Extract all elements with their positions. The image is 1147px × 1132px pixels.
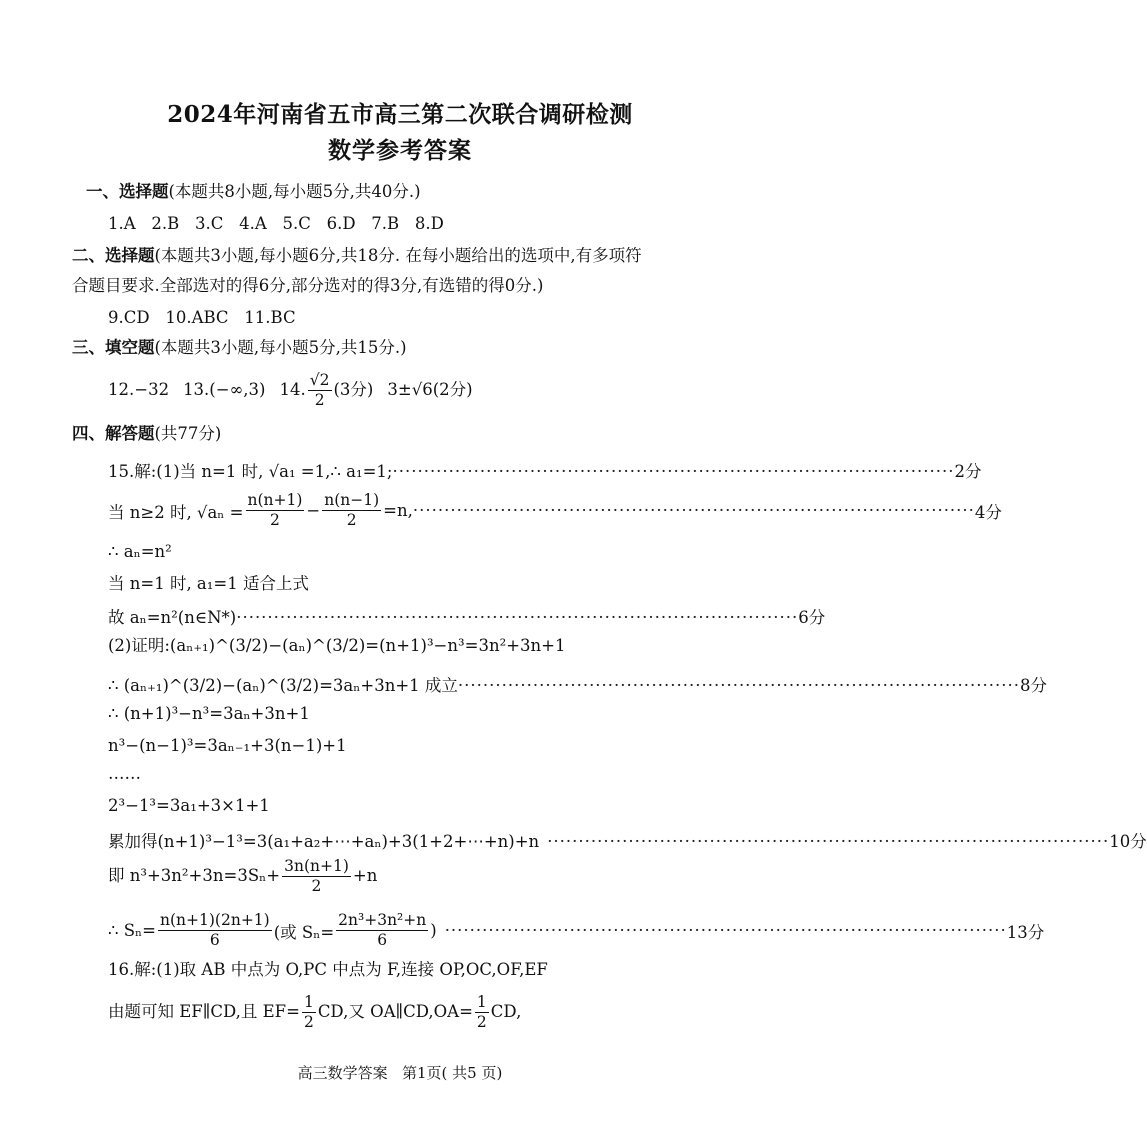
solution-text-12: 累加得(n+1)³−1³=3(a₁+a₂+⋯+aₙ)+3(1+2+⋯+n)+n: [108, 832, 540, 851]
fraction-16b: [475, 994, 489, 1031]
section3-heading-line: [72, 340, 407, 357]
fraction-2a-den: 2: [270, 511, 280, 530]
solution-text-13-pre: 即 n³+3n²+3n=3Sₙ+: [108, 866, 281, 886]
section2-heading: 二、选择题: [72, 246, 155, 265]
section2-answers: 9.CD 10.ABC 11.BC: [108, 308, 296, 327]
section2-note-line1: (本题共3小题,每小题6分,共18分. 在每小题给出的选项中,有多项符: [154, 246, 642, 265]
fraction-14a-num: n(n+1)(2n+1): [158, 912, 272, 931]
section2-heading-line: [72, 248, 642, 265]
section1-heading: 一、选择题: [86, 182, 169, 201]
fraction-14b-den: 6: [377, 931, 388, 950]
fraction-16b-num: 1: [475, 994, 489, 1013]
page-footer: 高三数学答案 第1页( 共5 页): [297, 1064, 503, 1082]
fraction-16a: [302, 994, 316, 1031]
fraction-16a-den: 2: [303, 1013, 314, 1032]
score-4: 8分: [1019, 676, 1047, 695]
section3-note: (本题共3小题,每小题5分,共15分.): [154, 338, 407, 357]
solution-line-7: [108, 672, 1047, 696]
section1-heading-line: [86, 184, 421, 201]
fraction-2a-num: n(n+1): [246, 492, 305, 511]
solution-text-16-pre: 由题可知 EF∥CD,且 EF=: [108, 1002, 300, 1022]
answer-14b: 3±√6(2分): [387, 380, 473, 400]
fraction-16a-num: 1: [302, 994, 316, 1013]
score-1: 2分: [954, 462, 982, 481]
solution-line-11: 2³−1³=3a₁+3×1+1: [108, 796, 270, 815]
solution-text-16-post: CD,: [490, 1002, 522, 1022]
solution-line-3: ∴ aₙ=n²: [108, 542, 172, 561]
fraction-14a-den: 6: [209, 931, 220, 950]
leader-dots: ··························································································: [457, 676, 1020, 695]
fraction-14b-num: 2n³+3n²+n: [336, 912, 428, 931]
section4-heading-line: [72, 426, 221, 443]
fraction-13-num: 3n(n+1): [282, 858, 351, 877]
score-2: 4分: [974, 502, 1002, 522]
answer-12: 12.−32: [108, 380, 170, 400]
solution-text-1: 15.解:(1)当 n=1 时, √a₁ =1,∴ a₁=1;: [108, 462, 393, 481]
solution-line-8: ∴ (n+1)³−n³=3aₙ+3n+1: [108, 704, 310, 723]
answer-14-score: (3分): [333, 380, 374, 400]
solution-text-2-pre: 当 n≥2 时, √aₙ =: [108, 502, 244, 522]
answer-14: [280, 372, 374, 409]
fraction-13: [282, 858, 351, 895]
solution-line-5: [108, 604, 826, 628]
solution-line-1: [108, 458, 982, 482]
solution-line-2: [108, 491, 1002, 530]
answer-14-fraction: [308, 372, 332, 409]
solution-text-7: ∴ (aₙ₊₁)^(3/2)−(aₙ)^(3/2)=3aₙ+3n+1 成立: [108, 676, 458, 695]
leader-dots: ··························································································: [392, 462, 955, 481]
solution-line-10: ……: [108, 764, 141, 783]
solution-text-2-post: =n,: [383, 501, 413, 521]
solution-text-14-pre: ∴ Sₙ=: [108, 921, 157, 941]
leader-dots: ··························································································: [236, 608, 799, 627]
fraction-2b-num: n(n−1): [322, 492, 381, 511]
answer-14-prefix: 14.: [279, 380, 306, 400]
section1-answers: 1.A 2.B 3.C 4.A 5.C 6.D 7.B 8.D: [108, 214, 444, 233]
solution-line-16: [108, 994, 521, 1031]
solution-line-4: 当 n=1 时, a₁=1 适合上式: [108, 574, 309, 593]
solution-line-14: [108, 911, 1045, 950]
score-3: 6分: [798, 608, 826, 627]
fraction-13-den: 2: [311, 877, 322, 896]
fraction-14a: [158, 912, 272, 949]
solution-line-13: [108, 858, 377, 895]
section1-note: (本题共8小题,每小题5分,共40分.): [168, 182, 421, 201]
leader-dots: ··························································································: [412, 501, 975, 521]
answer-13: 13.(−∞,3): [183, 380, 266, 400]
solution-line-15: 16.解:(1)取 AB 中点为 O,PC 中点为 F,连接 OP,OC,OF,EF: [108, 960, 548, 979]
score-6: 13分: [1006, 922, 1045, 942]
section4-note: (共77分): [154, 424, 222, 443]
leader-dots: ··························································································: [547, 832, 1110, 851]
solution-line-12: [108, 828, 1147, 852]
solution-line-6: (2)证明:(aₙ₊₁)^(3/2)−(aₙ)^(3/2)=(n+1)³−n³=3n²+3n+1: [108, 636, 566, 655]
solution-text-5: 故 aₙ=n²(n∈N*): [108, 608, 237, 627]
fraction-2b: [322, 492, 381, 529]
section2-note-line2: 合题目要求.全部选对的得6分,部分选对的得3分,有选错的得0分.): [72, 276, 544, 295]
minus-sign: −: [306, 501, 321, 521]
solution-text-14-mid: (或 Sₙ=: [273, 922, 335, 942]
section4-heading: 四、解答题: [72, 424, 155, 443]
fraction-14b: [336, 912, 428, 949]
document-subtitle: 数学参考答案: [328, 137, 472, 164]
solution-line-9: n³−(n−1)³=3aₙ₋₁+3(n−1)+1: [108, 736, 347, 755]
solution-text-16-mid: CD,又 OA∥CD,OA=: [317, 1002, 473, 1022]
section3-heading: 三、填空题: [72, 338, 155, 357]
answer-14-numerator: √2: [308, 372, 332, 391]
score-5: 10分: [1109, 832, 1147, 851]
answer-14-denominator: 2: [314, 391, 325, 410]
solution-text-13-post: +n: [352, 866, 378, 886]
fraction-16b-den: 2: [476, 1013, 487, 1032]
solution-text-14-post: ): [430, 921, 437, 941]
leader-dots: ··························································································: [444, 921, 1007, 941]
section3-answers: [108, 372, 473, 409]
document-title: 2024年河南省五市高三第二次联合调研检测: [167, 101, 633, 128]
fraction-2a: [246, 492, 305, 529]
fraction-2b-den: 2: [346, 511, 357, 530]
